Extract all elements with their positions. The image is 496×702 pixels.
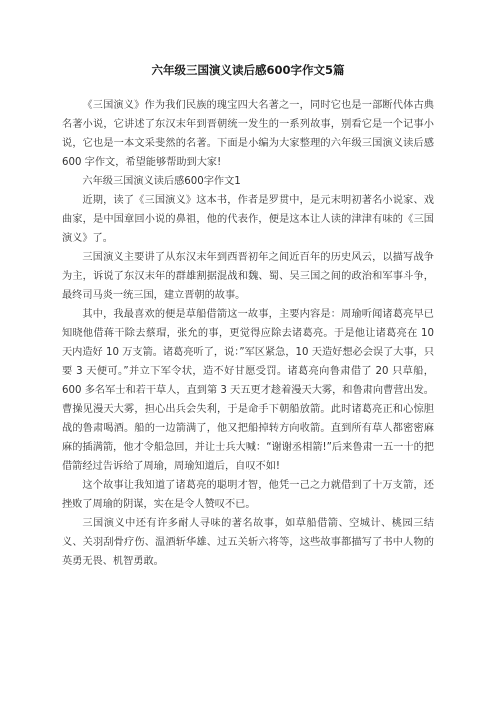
intro-paragraph: 《三国演义》作为我们民族的瑰宝四大名著之一，同时它也是一部断代体古典名著小说，它讲述了东汉末年到晋朝统一发生的一系列故事，别看它是一个记事小说，它也是一本文采斐然的名著。下面是小编为大家整理的六年级三国演义读后感 600 字作文，希望能够帮助到大家!	[62, 100, 434, 168]
body-paragraph: 近期，读了《三国演义》这本书，作者是罗贯中，是元末明初著名小说家、戏曲家，是中国章回小说的鼻祖，他的代表作，便是这本让人读的津津有味的《三国演义》了。	[62, 195, 434, 244]
body-paragraph: 其中，我最喜欢的便是草船借箭这一故事，主要内容是：周瑜听闻诸葛亮早已知晓他借蒋干除去蔡瑁，张允的事，更觉得应除去诸葛亮。于是他让诸葛亮在 10 天内造好 10 万支箭。诸葛亮听了，说：”军区紧急，10 天造好想必会误了大事，只要 3 天便可。”并立下军令状，造不好甘愿受罚。诸葛亮向鲁肃借了 20 只草船，600 多名军士和若干草人，直到第 3 天五更才趁着漫天大雾，和鲁肃向曹营出发。曹操见漫天大雾，担心出兵会失利，于是命手下朝船放箭。此时诸葛亮正和心惊胆战的鲁肃喝酒。船的一边箭满了，他又把船掉转方向收箭。直到所有草人都密密麻麻的插满箭，他才令船急回，并让士兵大喊：“谢谢丞相箭!”后来鲁肃一五一十的把借箭经过告诉给了周瑜，周瑜知道后，自叹不如!	[62, 309, 435, 472]
body-paragraph: 三国演义主要讲了从东汉末年到西晋初年之间近百年的历史风云，以描写战争为主，诉说了东汉末年的群雄割据混战和魏、蜀、吴三国之间的政治和军事斗争，最终司马炎一统三国，建立晋朝的故事。	[62, 252, 434, 301]
section-heading: 六年级三国演义读后感600字作文1	[82, 176, 241, 187]
body-paragraph: 三国演义中还有许多耐人寻味的著名故事，如草船借箭、空城计、桃园三结义、关羽刮骨疗伤、温酒斩华雄、过五关斩六将等，这些故事都描写了书中人物的英勇无畏、机智勇敢。	[62, 518, 434, 567]
body-paragraph: 这个故事让我知道了诸葛亮的聪明才智，他凭一己之力就借到了十万支箭，还挫败了周瑜的阴谋，实在是令人赞叹不已。	[62, 480, 434, 510]
document-body	[62, 96, 434, 571]
document-title: 六年级三国演义读后感600字作文5篇	[151, 63, 345, 77]
